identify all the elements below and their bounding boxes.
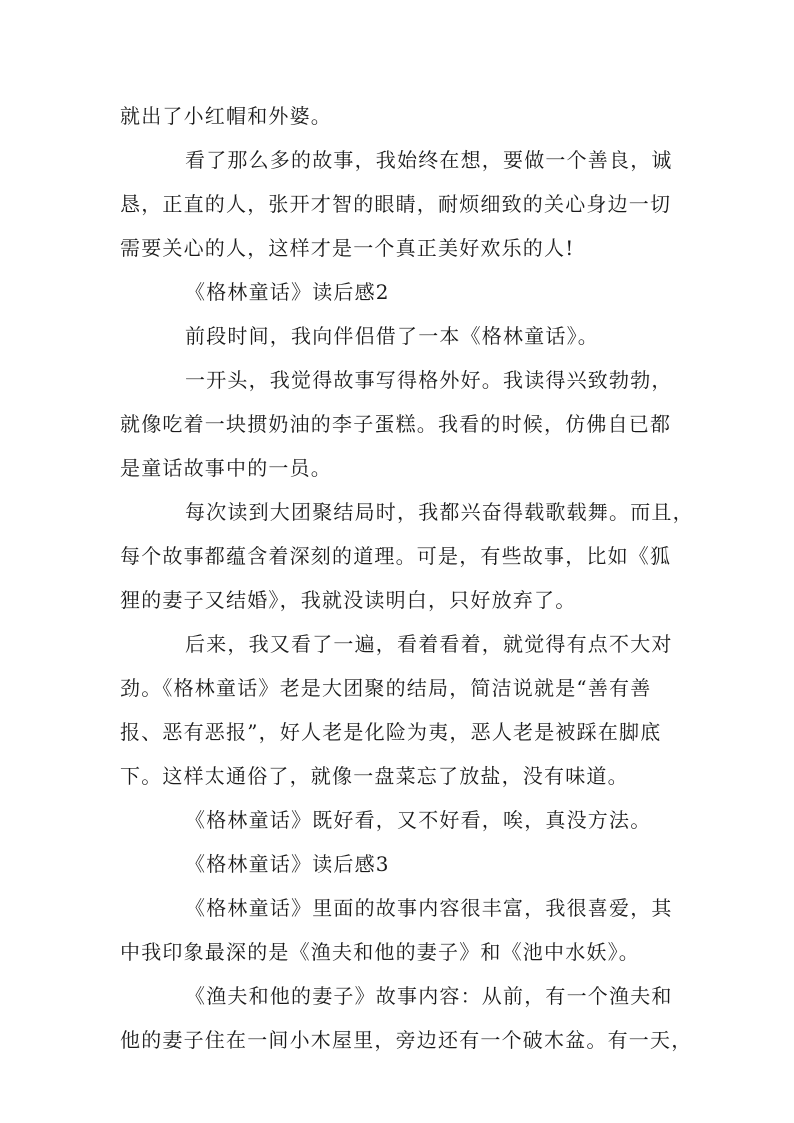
paragraph-start: 每次读到大团聚结局时，我都兴奋得载歌载舞。而且， <box>185 500 694 524</box>
text-line: 就出了小红帽和外婆。 <box>120 104 332 128</box>
text-line: 恳，正直的人，张开才智的眼睛，耐烦细致的关心身边一切 <box>120 192 672 216</box>
paragraph-start: 前段时间，我向伴侣借了一本《格林童话》。 <box>185 324 599 348</box>
paragraph-start: 一开头，我觉得故事写得格外好。我读得兴致勃勃， <box>185 368 673 392</box>
text-line: 狸的妻子又结婚》，我就没读明白，只好放弃了。 <box>120 588 577 612</box>
paragraph-start: 看了那么多的故事，我始终在想，要做一个善良，诚 <box>185 148 673 172</box>
text-line: 报、恶有恶报”，好人老是化险为夷，恶人老是被踩在脚底 <box>120 720 662 744</box>
paragraph-start: 《格林童话》里面的故事内容很丰富，我很喜爱，其 <box>185 896 673 920</box>
text-line: 下。这样太通俗了，就像一盘菜忘了放盐，没有味道。 <box>120 764 629 788</box>
paragraph-start: 《渔夫和他的妻子》故事内容：从前，有一个渔夫和 <box>185 984 673 1008</box>
text-line: 是童话故事中的一员。 <box>120 456 332 480</box>
section-heading: 《格林童话》读后感3 <box>185 852 390 876</box>
paragraph-start: 《格林童话》既好看，又不好看，唉，真没方法。 <box>185 808 652 832</box>
text-line: 劲。《格林童话》老是大团聚的结局，简洁说就是“善有善 <box>120 676 652 700</box>
text-line: 中我印象最深的是《渔夫和他的妻子》和《池中水妖》。 <box>120 940 640 964</box>
text-line: 每个故事都蕴含着深刻的道理。可是，有些故事，比如《狐 <box>120 544 672 568</box>
text-line: 需要关心的人，这样才是一个真正美好欢乐的人! <box>120 236 575 260</box>
text-line: 他的妻子住在一间小木屋里，旁边还有一个破木盆。有一天， <box>120 1028 693 1052</box>
section-heading: 《格林童话》读后感2 <box>185 280 390 304</box>
text-line: 就像吃着一块掼奶油的李子蛋糕。我看的时候，仿佛自已都 <box>120 412 672 436</box>
paragraph-start: 后来，我又看了一遍，看着看着，就觉得有点不大对 <box>185 632 673 656</box>
